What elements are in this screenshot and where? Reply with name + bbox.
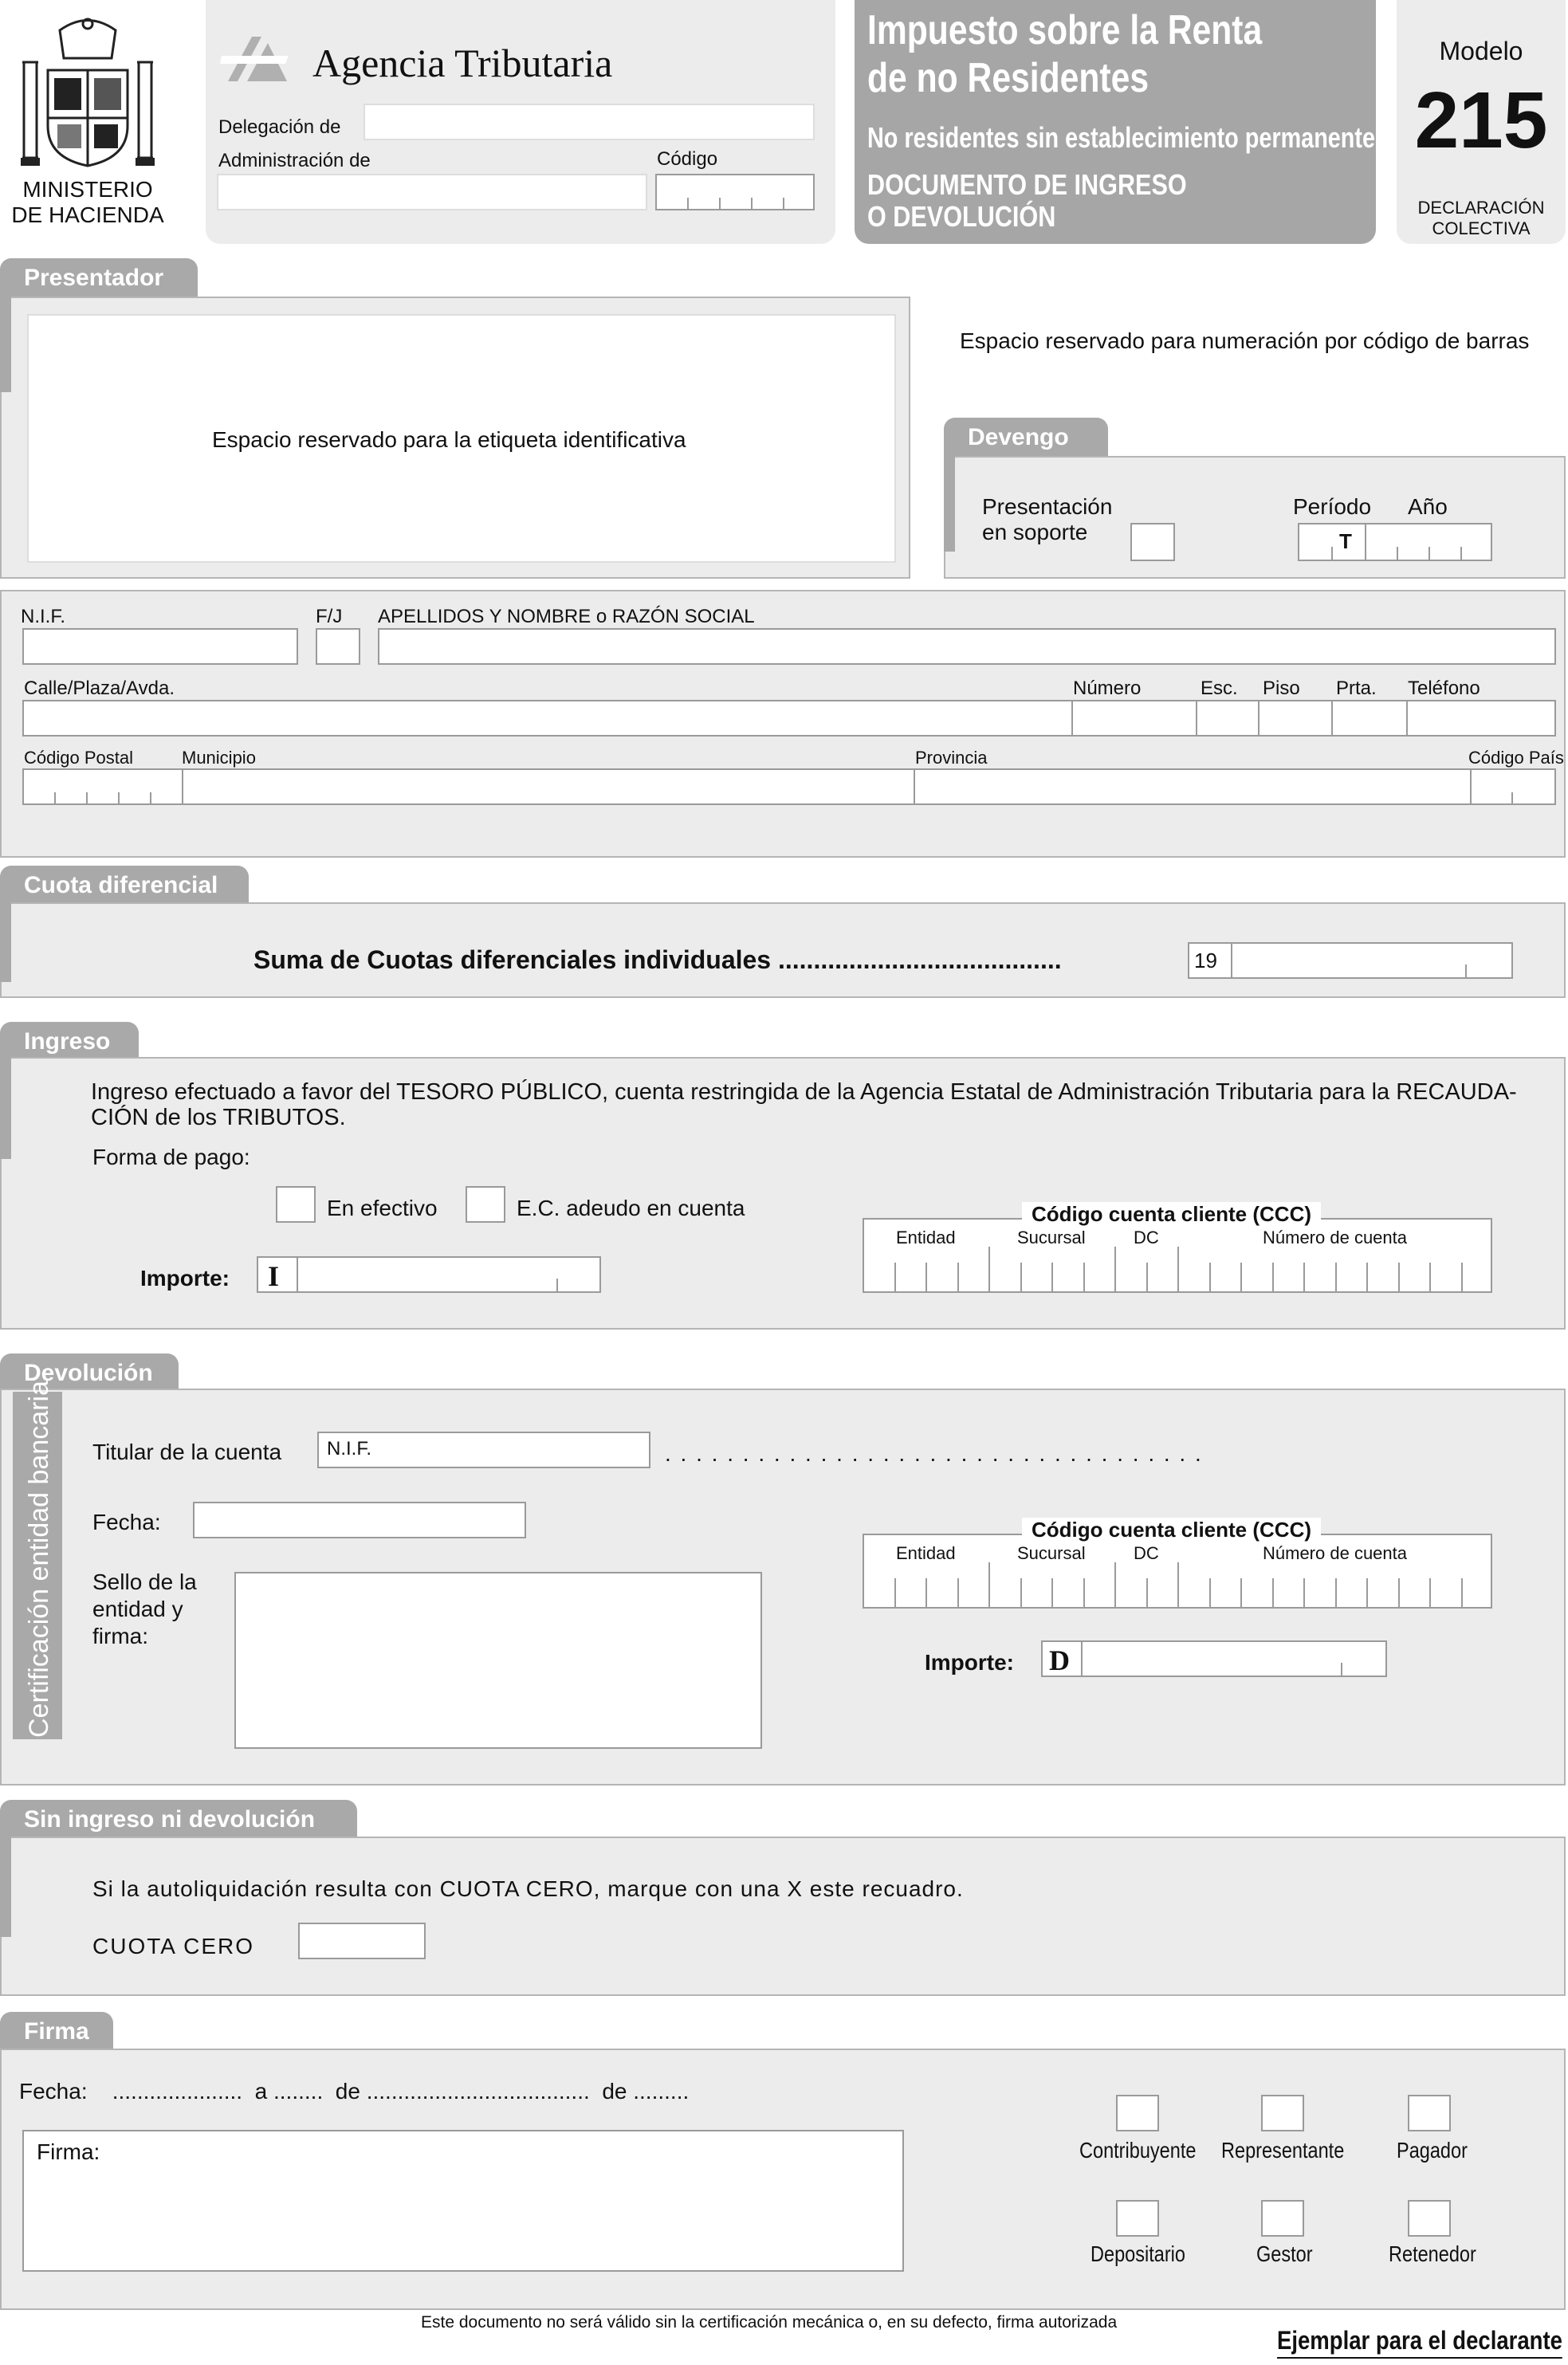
ingreso-numero-cuenta-label: Número de cuenta — [1263, 1228, 1407, 1247]
esc-field[interactable] — [1196, 700, 1260, 737]
tab-devolucion: Devolución — [0, 1353, 179, 1392]
ccc-digit-divider — [1177, 1247, 1179, 1291]
ministry-line1: MINISTERIO — [22, 177, 153, 202]
apellidos-field[interactable] — [378, 628, 1556, 665]
suma-cuotas-text: Suma de Cuotas diferenciales individuales — [253, 945, 772, 974]
ccc-digit-divider — [925, 1263, 927, 1291]
efectivo-checkbox[interactable] — [276, 1186, 316, 1223]
ccc-digit-divider — [1020, 1578, 1022, 1607]
sello-label — [92, 1569, 197, 1650]
tax-title-line2: de no Residentes — [867, 55, 1149, 101]
ccc-digit-divider — [1303, 1578, 1305, 1607]
ccc-digit-divider — [1461, 1263, 1463, 1291]
ccc-digit-divider — [988, 1247, 990, 1291]
tab-sin-ingreso: Sin ingreso ni devolución — [0, 1800, 357, 1838]
ccc-digit-divider — [1272, 1578, 1274, 1607]
calle-label: Calle/Plaza/Avda. — [24, 678, 175, 699]
forma-pago-label: Forma de pago: — [92, 1145, 250, 1169]
tax-title-line1: Impuesto sobre la Renta — [867, 7, 1263, 53]
ingreso-sucursal-label: Sucursal — [1017, 1228, 1086, 1247]
ccc-digit-divider — [1461, 1578, 1463, 1607]
ccc-digit-divider — [1366, 1578, 1368, 1607]
tax-subtitle: No residentes sin establecimiento permanente — [867, 121, 1376, 154]
devolucion-numero-cuenta-label: Número de cuenta — [1263, 1543, 1407, 1563]
municipio-field[interactable] — [182, 768, 915, 805]
devolucion-importe-label: Importe: — [925, 1650, 1014, 1675]
ccc-digit-divider — [1209, 1263, 1211, 1291]
tax-title — [867, 6, 1262, 102]
ccc-digit-divider — [1114, 1247, 1116, 1291]
ccc-digit-divider — [1240, 1578, 1242, 1607]
ingreso-ccc-title: Código cuenta cliente (CCC) — [1022, 1202, 1321, 1227]
gestor-label: Gestor — [1256, 2241, 1313, 2266]
footer-copy: Ejemplar para el declarante — [1277, 2326, 1562, 2359]
ministry-line2: DE HACIENDA — [11, 202, 164, 227]
telefono-label: Teléfono — [1408, 678, 1480, 699]
periodo-value: T — [1339, 529, 1352, 553]
declaracion-colectiva — [1397, 198, 1566, 239]
codigo-pais-field[interactable] — [1470, 768, 1556, 805]
contribuyente-label: Contribuyente — [1079, 2138, 1197, 2163]
ccc-digit-divider — [1020, 1263, 1022, 1291]
administracion-field[interactable] — [217, 174, 647, 210]
codigo-pais-label: Código País — [1468, 748, 1564, 768]
tab-presentador: Presentador — [0, 258, 198, 297]
nif-label: N.I.F. — [21, 606, 66, 627]
sello-line1: Sello de la — [92, 1569, 197, 1594]
retenedor-label: Retenedor — [1389, 2241, 1476, 2266]
devolucion-sucursal-label: Sucursal — [1017, 1543, 1086, 1563]
municipio-label: Municipio — [182, 748, 256, 768]
sello-line3: firma: — [92, 1624, 148, 1648]
ministry-name — [0, 177, 175, 228]
ingreso-importe-letter: I — [268, 1260, 280, 1292]
prta-label: Prta. — [1336, 678, 1377, 699]
ingreso-entidad-label: Entidad — [896, 1228, 956, 1247]
barcode-space-label: Espacio reservado para numeración por código de barras — [960, 328, 1530, 353]
ingreso-text-line2: CIÓN de los TRIBUTOS. — [91, 1105, 346, 1130]
ingreso-dc-label: DC — [1134, 1228, 1159, 1247]
contribuyente-checkbox[interactable] — [1116, 2095, 1159, 2131]
document-type — [867, 169, 1187, 233]
efectivo-label: En efectivo — [327, 1196, 438, 1220]
adeudo-checkbox[interactable] — [466, 1186, 505, 1223]
certificacion-vertical-label: Certificación entidad bancaria — [24, 1381, 54, 1738]
adeudo-label: E.C. adeudo en cuenta — [517, 1196, 745, 1220]
agency-name: Agencia Tributaria — [312, 41, 613, 85]
administracion-label: Administración de — [218, 150, 371, 171]
ccc-digit-divider — [1146, 1578, 1148, 1607]
cp-field[interactable] — [22, 768, 183, 805]
codigo-field[interactable] — [655, 174, 815, 210]
devolucion-dc-label: DC — [1134, 1543, 1159, 1563]
calle-field[interactable] — [22, 700, 1073, 737]
nif-field[interactable] — [22, 628, 298, 665]
tab-devengo: Devengo — [944, 418, 1108, 456]
coat-of-arms-icon — [16, 14, 159, 174]
ccc-digit-divider — [1398, 1578, 1400, 1607]
presentacion-soporte-checkbox[interactable] — [1130, 523, 1175, 561]
periodo-label: Período — [1293, 494, 1372, 519]
tab-cuota-diferencial: Cuota diferencial — [0, 866, 249, 904]
agency-logo-icon — [220, 32, 292, 93]
ccc-digit-divider — [1177, 1562, 1179, 1607]
declaracion-line1: DECLARACIÓN — [1417, 198, 1545, 218]
ccc-digit-divider — [988, 1562, 990, 1607]
ccc-digit-divider — [1051, 1578, 1053, 1607]
ccc-digit-divider — [1335, 1263, 1337, 1291]
ccc-digit-divider — [1240, 1263, 1242, 1291]
titular-dots: . . . . . . . . . . . . . . . . . . . . . . . . . . . . . . . . . . . — [665, 1441, 1203, 1466]
declaracion-line2: COLECTIVA — [1432, 218, 1531, 238]
titular-nif-label: N.I.F. — [327, 1438, 372, 1459]
ccc-digit-divider — [1209, 1578, 1211, 1607]
telefono-field[interactable] — [1406, 700, 1556, 737]
fj-label: F/J — [316, 606, 343, 627]
ccc-digit-divider — [1303, 1263, 1305, 1291]
representante-checkbox[interactable] — [1261, 2095, 1304, 2131]
provincia-label: Provincia — [915, 748, 988, 768]
numero-field[interactable] — [1071, 700, 1197, 737]
document-type-line1: DOCUMENTO DE INGRESO — [867, 168, 1187, 201]
delegacion-field[interactable] — [364, 104, 815, 140]
representante-label: Representante — [1221, 2138, 1345, 2163]
cuota-cero-label: CUOTA CERO — [92, 1934, 255, 1958]
devolucion-ccc-title: Código cuenta cliente (CCC) — [1022, 1518, 1321, 1542]
retenedor-checkbox[interactable] — [1408, 2200, 1451, 2237]
suma-cuotas-dots: ........................................ — [777, 945, 1062, 974]
sin-ingreso-panel — [0, 1837, 1566, 1996]
presentacion-line1: Presentación — [982, 494, 1113, 519]
devolucion-entidad-label: Entidad — [896, 1543, 956, 1563]
ccc-digit-divider — [1114, 1562, 1116, 1607]
footer-notice: Este documento no será válido sin la certificación mecánica o, en su defecto, firma autorizada — [421, 2313, 1118, 2332]
devolucion-fecha-field[interactable] — [193, 1502, 526, 1538]
presentacion-label — [982, 494, 1112, 545]
sello-line2: entidad y — [92, 1597, 183, 1621]
ccc-digit-divider — [957, 1578, 959, 1607]
fj-field[interactable] — [316, 628, 360, 665]
cp-label: Código Postal — [24, 748, 133, 768]
modelo-number: 215 — [1414, 76, 1548, 165]
firma-label: Firma: — [37, 2139, 100, 2164]
ccc-digit-divider — [1366, 1263, 1368, 1291]
ccc-digit-divider — [957, 1263, 959, 1291]
depositario-label: Depositario — [1091, 2241, 1185, 2266]
sello-field[interactable] — [234, 1572, 762, 1749]
pagador-checkbox[interactable] — [1408, 2095, 1451, 2131]
firma-fecha-line: Fecha: ..................... a ........ de .................................... de ......... — [19, 2079, 690, 2104]
pagador-label: Pagador — [1397, 2138, 1468, 2163]
prta-field[interactable] — [1331, 700, 1408, 737]
tab-firma: Firma — [0, 2012, 113, 2050]
gestor-checkbox[interactable] — [1261, 2200, 1304, 2237]
ingreso-text — [91, 1079, 1517, 1130]
modelo-label: Modelo — [1439, 37, 1523, 65]
codigo-label: Código — [657, 148, 718, 170]
numero-label: Número — [1073, 678, 1142, 699]
ingreso-importe-label: Importe: — [140, 1266, 230, 1291]
devolucion-importe-letter: D — [1049, 1644, 1070, 1676]
delegacion-label: Delegación de — [218, 116, 341, 138]
anio-label: Año — [1408, 494, 1448, 519]
tab-ingreso: Ingreso — [0, 1022, 139, 1060]
esc-label: Esc. — [1201, 678, 1238, 699]
depositario-checkbox[interactable] — [1116, 2200, 1159, 2237]
cuota-19-number: 19 — [1194, 949, 1217, 972]
ccc-digit-divider — [1051, 1263, 1053, 1291]
firma-field[interactable] — [22, 2130, 904, 2272]
provincia-field[interactable] — [914, 768, 1472, 805]
suma-cuotas-label — [253, 945, 1062, 975]
etiqueta-label: Espacio reservado para la etiqueta identificativa — [212, 427, 686, 452]
cuota-cero-instruction: Si la autoliquidación resulta con CUOTA CERO, marque con una X este recuadro. — [92, 1876, 964, 1901]
ccc-digit-divider — [1272, 1263, 1274, 1291]
titular-label: Titular de la cuenta — [92, 1440, 282, 1464]
ccc-digit-divider — [1083, 1578, 1085, 1607]
ingreso-text-line1: Ingreso efectuado a favor del TESORO PÚBLICO, cuenta restringida de la Agencia Estatal de Administración Tributaria para la RECAUDA- — [91, 1079, 1517, 1105]
document-type-line2: O DEVOLUCIÓN — [867, 200, 1056, 233]
cuota-19-field[interactable] — [1231, 942, 1513, 979]
ingreso-importe-field[interactable] — [297, 1256, 601, 1293]
piso-label: Piso — [1263, 678, 1300, 699]
ccc-digit-divider — [1429, 1263, 1431, 1291]
ccc-digit-divider — [1083, 1263, 1085, 1291]
ccc-digit-divider — [1146, 1263, 1148, 1291]
ccc-digit-divider — [1398, 1263, 1400, 1291]
devolucion-fecha-label: Fecha: — [92, 1510, 161, 1534]
ccc-digit-divider — [894, 1263, 896, 1291]
cuota-cero-checkbox[interactable] — [298, 1923, 426, 1959]
spain-coat-of-arms-logo — [16, 14, 159, 174]
apellidos-label: APELLIDOS Y NOMBRE o RAZÓN SOCIAL — [378, 606, 755, 627]
ccc-digit-divider — [894, 1578, 896, 1607]
ccc-digit-divider — [1429, 1578, 1431, 1607]
ccc-digit-divider — [1335, 1578, 1337, 1607]
piso-field[interactable] — [1258, 700, 1333, 737]
presentacion-line2: en soporte — [982, 520, 1088, 544]
ccc-digit-divider — [925, 1578, 927, 1607]
